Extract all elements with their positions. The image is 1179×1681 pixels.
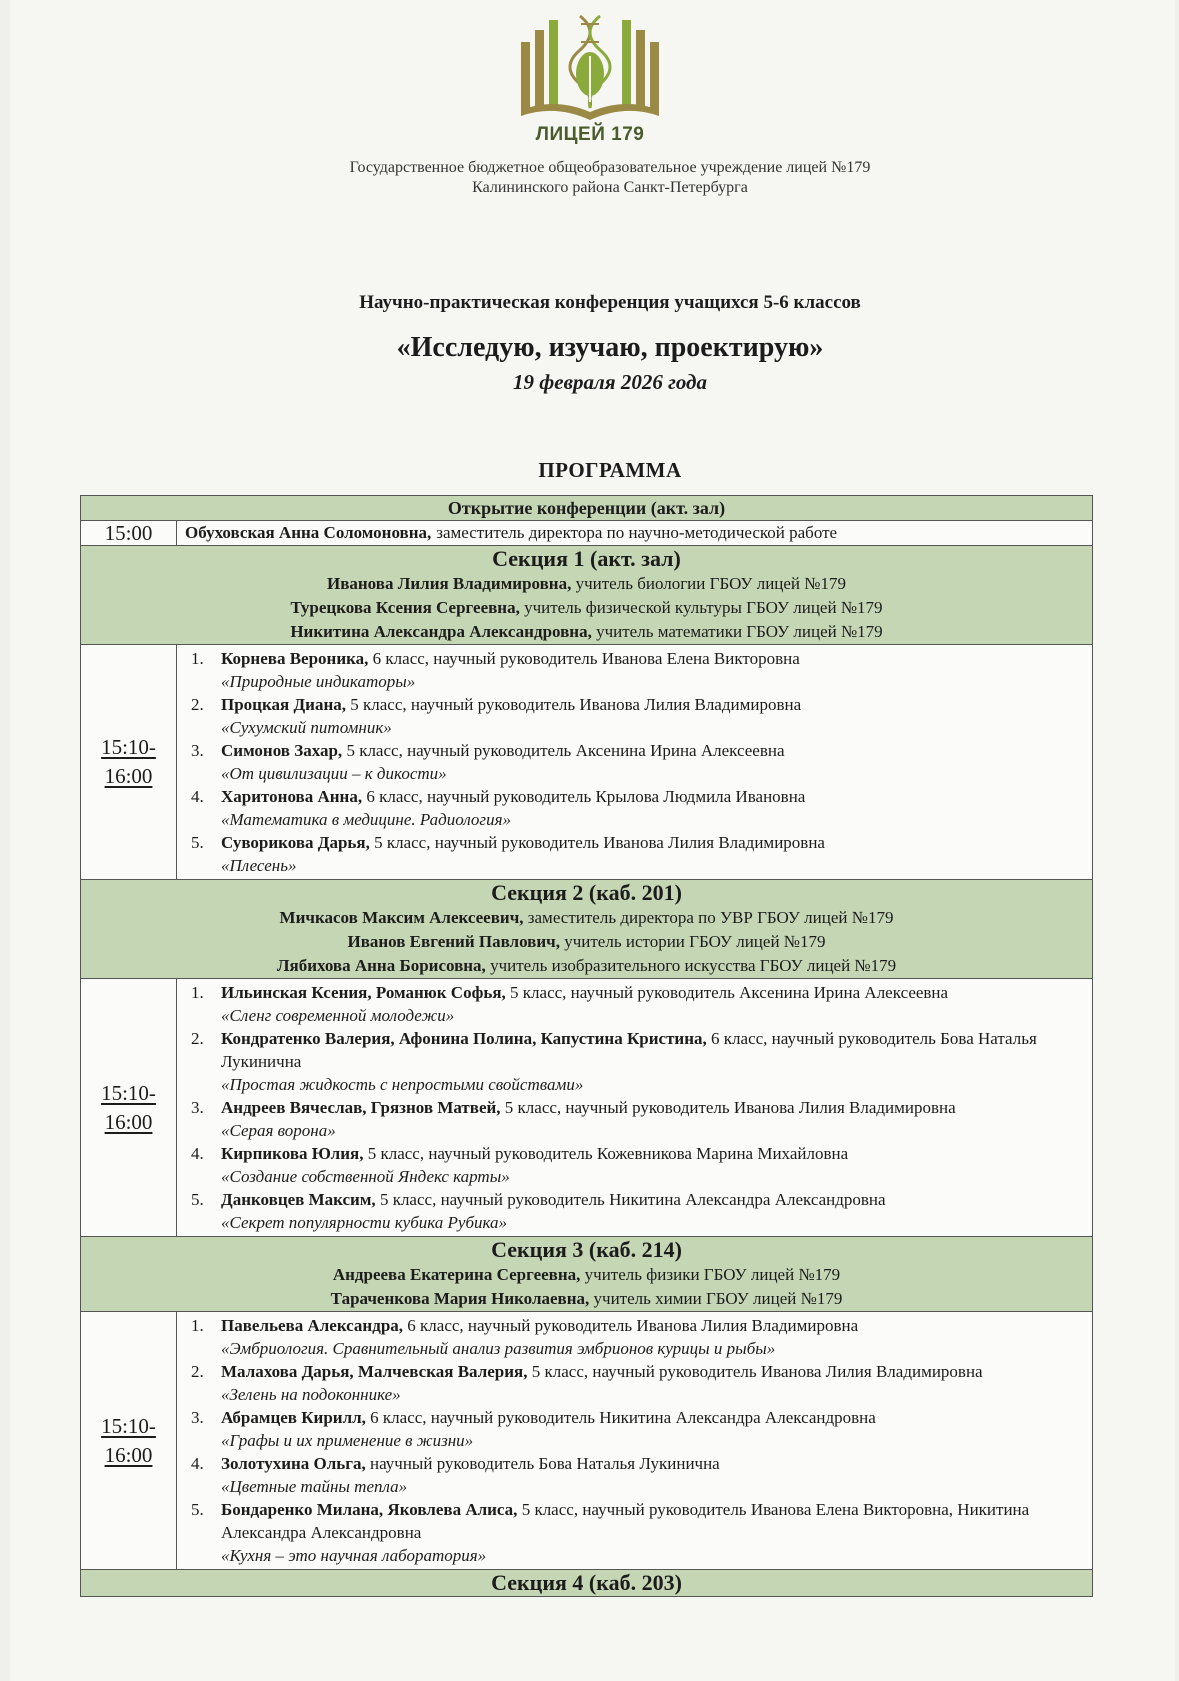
document-page	[10, 0, 1175, 1681]
section-heading: Секция 3 (каб. 214)	[491, 1237, 682, 1262]
talk-topic: «Секрет популярности кубика Рубика»	[221, 1213, 508, 1232]
talk-topic: «Цветные тайны тепла»	[221, 1477, 408, 1496]
list-item	[185, 739, 1092, 785]
talk-topic: «Серая ворона»	[221, 1121, 336, 1140]
logo-text: ЛИЦЕЙ 179	[535, 124, 645, 145]
student-names: Суворикова Дарья,	[221, 833, 370, 852]
jury-name: Турецкова Ксения Сергеевна,	[290, 598, 520, 617]
list-item	[185, 1027, 1092, 1096]
jury-role: учитель химии ГБОУ лицей №179	[593, 1289, 843, 1308]
item-details: 5 класс, научный руководитель Иванова Лилия Владимировна	[504, 1098, 956, 1117]
time-end: 16:00	[104, 1109, 153, 1134]
list-item	[185, 1314, 1092, 1360]
item-number: 5.	[191, 1500, 204, 1519]
conference-name: Научно-практическая конференция учащихся 5-6 классов	[359, 292, 861, 313]
jury-role: учитель истории ГБОУ лицей №179	[564, 932, 826, 951]
section-3-heading-row	[81, 1237, 1092, 1312]
item-number: 5.	[191, 1190, 204, 1209]
item-number: 2.	[191, 695, 204, 714]
jury-member	[81, 1287, 1092, 1311]
item-body	[221, 693, 1092, 739]
item-body	[221, 981, 1092, 1027]
opening-heading: Открытие конференции (акт. зал)	[447, 498, 726, 518]
jury-member	[81, 620, 1092, 644]
jury-member	[81, 906, 1092, 930]
talk-topic: «Создание собственной Яндекс карты»	[221, 1167, 510, 1186]
item-body	[221, 1027, 1092, 1096]
talk-topic: «Зелень на подоконнике»	[221, 1385, 401, 1404]
item-body	[221, 1498, 1092, 1567]
item-number: 4.	[191, 787, 204, 806]
section-1-talks-row	[81, 645, 1092, 880]
item-body	[221, 1452, 1092, 1498]
item-body	[221, 1360, 1092, 1406]
jury-role: учитель математики ГБОУ лицей №179	[596, 622, 883, 641]
talk-topic: «Плесень»	[221, 856, 297, 875]
item-details: 5 класс, научный руководитель Никитина Александра Александровна	[379, 1190, 886, 1209]
list-item	[185, 1188, 1092, 1234]
opening-row	[81, 521, 1092, 546]
item-details: 5 класс, научный руководитель Аксенина Ирина Алексеевна	[346, 741, 785, 760]
jury-member	[81, 1263, 1092, 1287]
list-item	[185, 981, 1092, 1027]
jury-list	[81, 906, 1092, 978]
talks-list	[177, 979, 1092, 1236]
speaker-name: Обуховская Анна Соломоновна,	[185, 523, 432, 542]
item-number: 4.	[191, 1144, 204, 1163]
list-item	[185, 831, 1092, 877]
item-details: 6 класс, научный руководитель Крылова Людмила Ивановна	[366, 787, 806, 806]
list-item	[185, 1498, 1092, 1567]
item-number: 5.	[191, 833, 204, 852]
organization-name: Государственное бюджетное общеобразовательное учреждение лицей №179 Калининского района Санкт-Петербурга	[349, 159, 871, 196]
talks-list	[177, 645, 1092, 879]
section-time	[81, 1312, 177, 1569]
jury-name: Тараченкова Мария Николаевна,	[330, 1289, 590, 1308]
item-number: 1.	[191, 1316, 204, 1335]
time-start: 15:10-	[101, 1413, 156, 1438]
student-names: Андреев Вячеслав, Грязнов Матвей,	[221, 1098, 501, 1117]
time-end: 16:00	[104, 1442, 153, 1467]
item-number: 4.	[191, 1454, 204, 1473]
jury-member	[81, 596, 1092, 620]
list-item	[185, 1452, 1092, 1498]
list-item	[185, 1406, 1092, 1452]
item-details: 5 класс, научный руководитель Аксенина Ирина Алексеевна	[510, 983, 949, 1002]
list-item	[185, 1142, 1092, 1188]
jury-role: учитель физики ГБОУ лицей №179	[584, 1265, 841, 1284]
item-number: 3.	[191, 1408, 204, 1427]
student-names: Кондратенко Валерия, Афонина Полина, Капустина Кристина,	[221, 1029, 707, 1048]
student-names: Симонов Захар,	[221, 741, 343, 760]
student-names: Кирпикова Юлия,	[221, 1144, 364, 1163]
item-details: научный руководитель Бова Наталья Лукинична	[370, 1454, 720, 1473]
item-number: 2.	[191, 1362, 204, 1381]
student-names: Бондаренко Милана, Яковлева Алиса,	[221, 1500, 518, 1519]
talk-topic: «Эмбриология. Сравнительный анализ развития эмбрионов курицы и рыбы»	[221, 1339, 776, 1358]
jury-name: Никитина Александра Александровна,	[290, 622, 592, 641]
item-body	[221, 1188, 1092, 1234]
jury-role: учитель биологии ГБОУ лицей №179	[575, 574, 846, 593]
student-names: Павельева Александра,	[221, 1316, 404, 1335]
talk-topic: «Графы и их применение в жизни»	[221, 1431, 474, 1450]
item-details: 5 класс, научный руководитель Иванова Лилия Владимировна	[350, 695, 802, 714]
item-details: 6 класс, научный руководитель Бова Наталья Лукинична	[221, 1029, 1037, 1071]
item-number: 1.	[191, 983, 204, 1002]
list-item	[185, 647, 1092, 693]
list-item	[185, 1360, 1092, 1406]
item-body	[221, 739, 1092, 785]
student-names: Абрамцев Кирилл,	[221, 1408, 366, 1427]
item-details: 6 класс, научный руководитель Никитина Александра Александровна	[370, 1408, 876, 1427]
section-heading: Секция 2 (каб. 201)	[491, 880, 682, 905]
list-item	[185, 1096, 1092, 1142]
talk-topic: «Сленг современной молодежи»	[221, 1006, 455, 1025]
conference-date: 19 февраля 2026 года	[513, 370, 707, 394]
section-4-heading-row	[81, 1570, 1092, 1596]
item-body	[221, 831, 1092, 877]
jury-member	[81, 572, 1092, 596]
item-details: 5 класс, научный руководитель Иванова Елена Викторовна, Никитина Александра Александровна	[221, 1500, 1030, 1542]
item-details: 5 класс, научный руководитель Иванова Лилия Владимировна	[374, 833, 825, 852]
section-4-heading: Секция 4 (каб. 203)	[491, 1570, 682, 1595]
section-time	[81, 645, 177, 879]
section-time	[81, 979, 177, 1236]
item-body	[221, 1142, 1092, 1188]
lyceum-logo	[515, 12, 665, 124]
item-body	[221, 1406, 1092, 1452]
student-names: Харитонова Анна,	[221, 787, 363, 806]
student-names: Корнева Вероника,	[221, 649, 369, 668]
time-start: 15:10-	[101, 1080, 156, 1105]
jury-name: Мичкасов Максим Алексеевич,	[279, 908, 524, 927]
section-3-talks-row	[81, 1312, 1092, 1570]
jury-name: Иванова Лилия Владимировна,	[326, 574, 572, 593]
talk-topic: «Кухня – это научная лаборатория»	[221, 1546, 487, 1565]
item-details: 6 класс, научный руководитель Иванова Елена Викторовна	[372, 649, 800, 668]
talk-topic: «Математика в медицине. Радиология»	[221, 810, 511, 829]
section-2-heading-row	[81, 880, 1092, 979]
jury-name: Иванов Евгений Павлович,	[347, 932, 560, 951]
item-body	[221, 785, 1092, 831]
speaker-role: заместитель директора по научно-методической работе	[436, 523, 838, 542]
student-names: Золотухина Ольга,	[221, 1454, 366, 1473]
section-2-talks-row	[81, 979, 1092, 1237]
item-details: 6 класс, научный руководитель Иванова Лилия Владимировна	[407, 1316, 859, 1335]
section-heading: Секция 1 (акт. зал)	[492, 546, 681, 571]
sections-container	[81, 546, 1092, 1570]
opening-speaker	[177, 521, 1092, 545]
item-body	[221, 1314, 1092, 1360]
student-names: Данковцев Максим,	[221, 1190, 376, 1209]
talk-topic: «Природные индикаторы»	[221, 672, 416, 691]
program-heading: ПРОГРАММА	[538, 458, 682, 482]
jury-role: учитель физической культуры ГБОУ лицей №179	[524, 598, 883, 617]
student-names: Ильинская Ксения, Романюк Софья,	[221, 983, 506, 1002]
item-number: 3.	[191, 741, 204, 760]
item-details: 5 класс, научный руководитель Иванова Лилия Владимировна	[531, 1362, 983, 1381]
jury-role: учитель изобразительного искусства ГБОУ лицей №179	[490, 956, 897, 975]
item-body	[221, 647, 1092, 693]
section-1-heading-row	[81, 546, 1092, 645]
item-number: 1.	[191, 649, 204, 668]
opening-heading-row	[81, 496, 1092, 521]
student-names: Малахова Дарья, Малчевская Валерия,	[221, 1362, 528, 1381]
jury-member	[81, 954, 1092, 978]
jury-list	[81, 572, 1092, 644]
talk-topic: «От цивилизации – к дикости»	[221, 764, 447, 783]
jury-name: Лябихова Анна Борисовна,	[276, 956, 486, 975]
item-body	[221, 1096, 1092, 1142]
time-end: 16:00	[104, 764, 153, 788]
jury-list	[81, 1263, 1092, 1311]
list-item	[185, 785, 1092, 831]
student-names: Процкая Диана,	[221, 695, 346, 714]
time-start: 15:10-	[101, 735, 156, 759]
item-number: 2.	[191, 1029, 204, 1048]
jury-member	[81, 930, 1092, 954]
jury-name: Андреева Екатерина Сергеевна,	[332, 1265, 581, 1284]
item-number: 3.	[191, 1098, 204, 1117]
conference-title: «Исследую, изучаю, проектирую»	[396, 332, 824, 363]
talk-topic: «Сухумский питомник»	[221, 718, 392, 737]
opening-time: 15:00	[81, 521, 177, 545]
talk-topic: «Простая жидкость с непростыми свойствами»	[221, 1075, 584, 1094]
jury-role: заместитель директора по УВР ГБОУ лицей №179	[527, 908, 894, 927]
program-table	[80, 495, 1093, 1597]
talks-list	[177, 1312, 1092, 1569]
item-details: 5 класс, научный руководитель Кожевникова Марина Михайловна	[367, 1144, 849, 1163]
list-item	[185, 693, 1092, 739]
